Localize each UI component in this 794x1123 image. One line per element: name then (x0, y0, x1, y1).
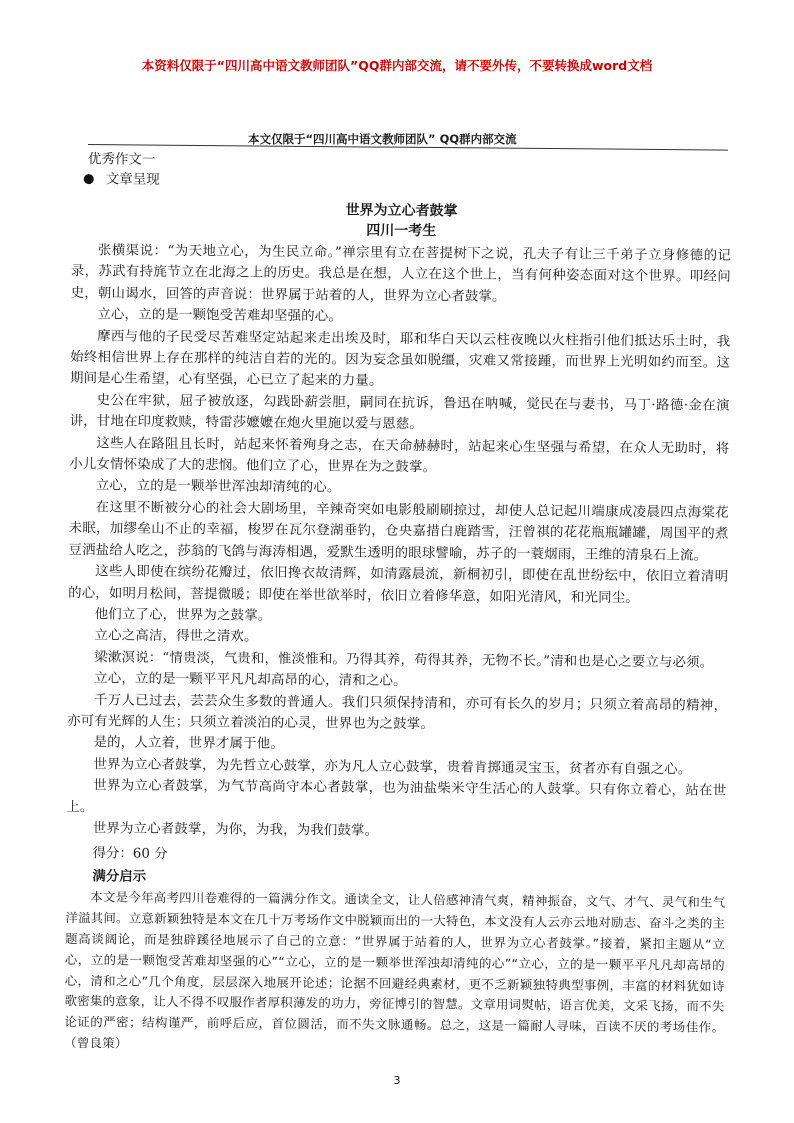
essay-paragraph: 立心，立的是一颗平平凡凡却高昂的心，清和之心。 (94, 671, 407, 690)
page-header: 本文仅限于“四川高中语文教师团队” QQ群内部交流 (248, 132, 517, 146)
section-label: 优秀作文一 (87, 151, 156, 168)
subsection-label: 文章呈现 (105, 171, 160, 188)
scanned-page (64, 150, 732, 1066)
essay-paragraph: 立心，立的是一颗举世浑浊却清纯的心。 (95, 478, 341, 496)
essay-score: 得分：60 分 (92, 846, 168, 863)
essay-paragraph: 世界为立心者鼓掌，为你，为我，为我们鼓掌。 (92, 821, 379, 839)
essay-author: 四川一考生 (366, 222, 437, 240)
essay-paragraph: 在这里不断被分心的社会大剧场里，辛辣奇突如电影般刷刷掠过，却使人总记起川端康成凌晨四点海棠花未眠，加缪垒山不止的幸福，梭罗在瓦尔登湖垂钓，仓央嘉措白鹿踏雪，汪曾祺的花花瓶瓶罐罐，周国平的煮豆洒盐给人吃之，莎翁的飞鸽与海涛相遇，爱默生透明的眼球譬喻，苏子的一蓑烟雨，王维的清泉石上流。 (68, 500, 729, 564)
essay-paragraph: 张横渠说：“为天地立心，为生民立命。”禅宗里有立在菩提树下之说，孔夫子有让三千弟子立身修德的记录，苏武有持旄节立在北海之上的历史。我总是在想，人立在这个世上，当有何种姿态面对这个世界。叩经问史，朝山谒水，回答的声音说：世界属于站着的人，世界为立心者鼓掌。 (70, 243, 732, 305)
page-number: 3 (393, 1074, 401, 1087)
essay-paragraph: 史公在牢狱，屈子被放逐，勾践卧薪尝胆，嗣同在抗诉，鲁迅在呐喊，觉民在与妻书，马丁·路德·金在演讲，甘地在印度救赎，特雷莎嬷嬷在炮火里施以爱与恩慈。 (69, 393, 730, 433)
essay-paragraph: 梁漱溟说：“情贵淡，气贵和，惟淡惟和。乃得其养，苟得其养，无物不长。”清和也是心之要立与必须。 (94, 649, 714, 671)
essay-paragraph: 立心，立的是一颗饱受苦难却坚强的心。 (97, 307, 343, 325)
comment-heading: 满分启示 (92, 868, 147, 886)
copyright-notice: 本资料仅限于“四川高中语文教师团队”QQ群内部交流，请不要外传，不要转换成word文档 (141, 58, 653, 73)
essay-paragraph: 世界为立心者鼓掌，为气节高尚守本心者鼓掌，也为油盐柴米守生活心的人鼓掌。只有你立着心，站在世上。 (66, 778, 727, 815)
essay-paragraph: 摩西与他的子民受尽苦难坚定站起来走出埃及时，耶和华白天以云柱夜晚以火柱指引他们抵达乐土时，我始终相信世界上存在那样的纯洁自若的光的。因为妄念虽如脱缰，灾难又常接踵，而世界上光明如约而至。这期间是心生希望，心有坚强，心已立了起来的力量。 (69, 328, 731, 390)
essay-paragraph: 是的，人立着，世界才属于他。 (93, 735, 284, 753)
essay-paragraph: 这些人在路阻且长时，站起来怀着殉身之志，在天命赫赫时，站起来心生坚强与希望，在众人无助时，将小儿女情怀染成了大的悲悯。他们立了心，世界在为之鼓掌。 (69, 435, 730, 476)
essay-paragraph: 世界为立心者鼓掌，为先哲立心鼓掌，亦为凡人立心鼓掌，贵着肯掷通灵宝玉，贫者亦有自强之心。 (93, 756, 692, 778)
essay-paragraph: 千万人已过去，芸芸众生多数的普通人。我们只须保持清和，亦可有长久的岁月；只须立着高昂的精神，亦可有光辉的人生；只须立着淡泊的心灵，世界也为之鼓掌。 (66, 692, 728, 733)
essay-body (66, 240, 731, 845)
bullet-icon (84, 174, 94, 184)
essay-paragraph: 立心之高洁，得世之清欢。 (94, 628, 258, 645)
essay-paragraph: 他们立了心，世界为之鼓掌。 (94, 607, 272, 624)
essay-paragraph: 这些人即使在缤纷花瓣过，依旧搀衣故清辉，如清露晨流，新桐初引，即使在乱世纷纭中，依旧立着清明的心，如明月松间，菩提微暖；即使在举世欲举时，依旧立着修华意，如阳光清风，和光同尘。 (68, 564, 729, 606)
essay-title: 世界为立心者鼓掌 (345, 202, 458, 220)
comment-text: 本文是今年高考四川卷难得的一篇满分作文。通读全文，让人倍感神清气爽，精神振奋，文气、才气、灵气和生气洋溢其间。立意新颖独特是本文在几十万考场作文中脱颖而出的一大特色，本文没有人云亦云地对励志、奋斗之类的主题高谈阔论，而是独辟蹊径地展示了自己的立意：“世界属于站着的人，世界为立心者鼓掌。”接着，紧扣主题从“立心，立的是一颗饱受苦难却坚强的心”“立心，立的是一颗举世浑浊却清纯的心”“立心，立的是一颗平平凡凡却高昂的心，清和之心”几个角度，层层深入地展开论述；论据不回避经典素材，更不乏新颖独特典型事例，丰富的材料犹如诗歌密集的意象，让人不得不叹服作者厚积薄发的功力，旁征博引的智慧。文章用词熨帖，语言优美，文采飞扬，而不失论证的严密；结构谨严，前呼后应，首位圆活，而不失文脉通畅。总之，这是一篇耐人寻味，百读不厌的考场佳作。（曾良策） (64, 889, 726, 1051)
subsection-heading (84, 170, 732, 194)
